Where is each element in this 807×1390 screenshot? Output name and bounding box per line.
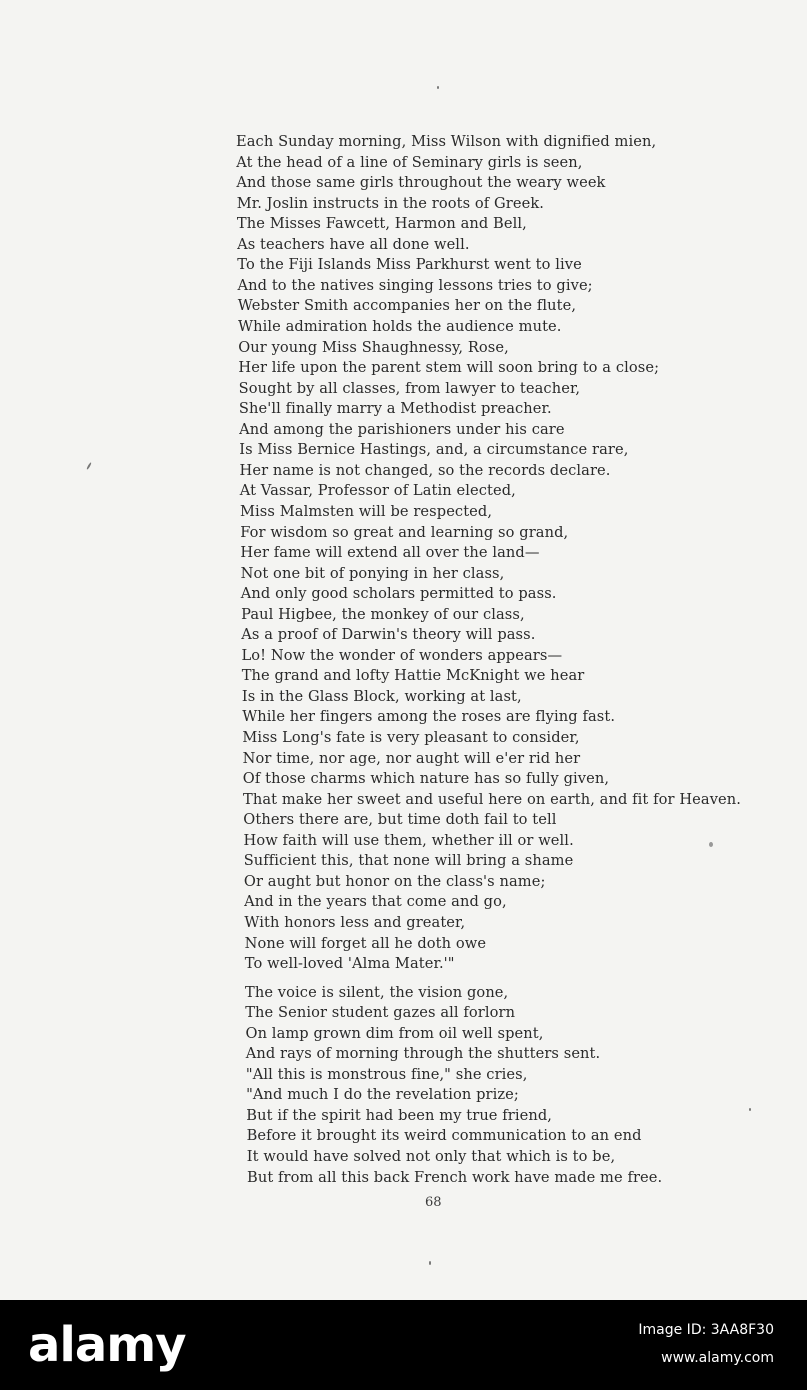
poem-line: And among the parishioners under his care — [239, 420, 565, 438]
poem-line: Her name is not changed, so the records declare. — [239, 461, 611, 479]
poem-line: Webster Smith accompanies her on the flute, — [237, 297, 577, 315]
poem-line: Miss Malmsten will be respected, — [240, 502, 493, 520]
brand-logo: alamy — [28, 1317, 186, 1373]
poem-line: That make her sweet and useful here on earth, and fit for Heaven. — [243, 790, 742, 808]
scan-speck — [429, 1261, 431, 1265]
poem-line: Or aught but honor on the class's name; — [243, 872, 546, 890]
poem-line: And those same girls throughout the weary week — [236, 174, 606, 192]
scan-speck — [86, 462, 92, 470]
poem-line: The grand and lofty Hattie McKnight we hear — [241, 667, 585, 685]
poem-line: Her life upon the parent stem will soon bring to a close; — [238, 359, 660, 377]
watermark-footer — [0, 1300, 807, 1390]
poem-line: Is in the Glass Block, working at last, — [241, 687, 522, 705]
poem-line: Sought by all classes, from lawyer to teacher, — [238, 379, 581, 397]
scan-speck — [437, 86, 439, 89]
poem-line: She'll finally marry a Methodist preacher. — [238, 400, 552, 418]
poem-line: And to the natives singing lessons tries to give; — [237, 276, 593, 294]
poem-line: "All this is monstrous fine," she cries, — [245, 1065, 528, 1083]
poem-line: As a proof of Darwin's theory will pass. — [241, 626, 536, 644]
poem-line: How faith will use them, whether ill or well. — [243, 831, 574, 849]
poem-line: While her fingers among the roses are flying fast. — [242, 708, 616, 726]
poem-line: On lamp grown dim from oil well spent, — [245, 1024, 544, 1042]
poem-line: While admiration holds the audience mute. — [238, 318, 562, 335]
poem-line: Mr. Joslin instructs in the roots of Greek. — [236, 194, 545, 212]
scan-speck — [709, 842, 713, 847]
poem-line: None will forget all he doth owe — [244, 934, 487, 952]
poem-line: Her fame will extend all over the land— — [240, 544, 540, 561]
page-number: 68 — [425, 1195, 442, 1210]
poem-line: Miss Long's fate is very pleasant to consider, — [242, 729, 580, 746]
poem-line: At Vassar, Professor of Latin elected, — [239, 482, 516, 500]
poem-line: Paul Higbee, the monkey of our class, — [241, 605, 525, 623]
site-url: www.alamy.com — [661, 1350, 774, 1366]
poem-line: The Senior student gazes all forlorn — [245, 1004, 516, 1022]
poem-line: Each Sunday morning, Miss Wilson with dignified mien, — [236, 133, 657, 150]
poem-line: With honors less and greater, — [244, 913, 466, 931]
poem-line: "And much I do the revelation prize; — [246, 1086, 519, 1104]
poem-line: And only good scholars permitted to pass. — [240, 585, 557, 603]
poem-line: Before it brought its weird communication to an end — [246, 1127, 642, 1145]
poem-line: To well-loved 'Alma Mater.'" — [244, 955, 455, 972]
poem-line: Lo! Now the wonder of wonders appears— — [241, 646, 563, 664]
poem-line: The Misses Fawcett, Harmon and Bell, — [236, 215, 527, 233]
poem-line: As teachers have all done well. — [237, 235, 470, 253]
poem-line: But if the spirit had been my true friend, — [246, 1106, 553, 1124]
poem-line: Nor time, nor age, nor aught will e'er rid her — [242, 749, 581, 767]
poem-line: The voice is silent, the vision gone, — [245, 983, 509, 1001]
poem-line: Others there are, but time doth fail to tell — [243, 811, 557, 829]
scan-speck — [749, 1108, 751, 1111]
poem-line: But from all this back French work have made me free. — [247, 1168, 663, 1186]
poem-line: For wisdom so great and learning so grand, — [240, 523, 569, 541]
poem-line: And in the years that come and go, — [244, 893, 507, 911]
image-id-label: Image ID: 3AA8F30 — [638, 1322, 774, 1338]
poem-line: At the head of a line of Seminary girls is seen, — [236, 153, 583, 171]
poem-line: Our young Miss Shaughnessy, Rose, — [238, 338, 509, 356]
poem-line: And rays of morning through the shutters sent. — [245, 1045, 601, 1063]
poem-line: Not one bit of ponying in her class, — [240, 564, 505, 582]
poem-line: Sufficient this, that none will bring a shame — [243, 852, 574, 870]
poem-line: To the Fiji Islands Miss Parkhurst went to live — [237, 256, 582, 274]
poem-line: Of those charms which nature has so fully given, — [242, 770, 610, 788]
poem-line: It would have solved not only that which is to be, — [246, 1148, 616, 1165]
poem-line: Is Miss Bernice Hastings, and, a circumstance rare, — [239, 441, 629, 459]
